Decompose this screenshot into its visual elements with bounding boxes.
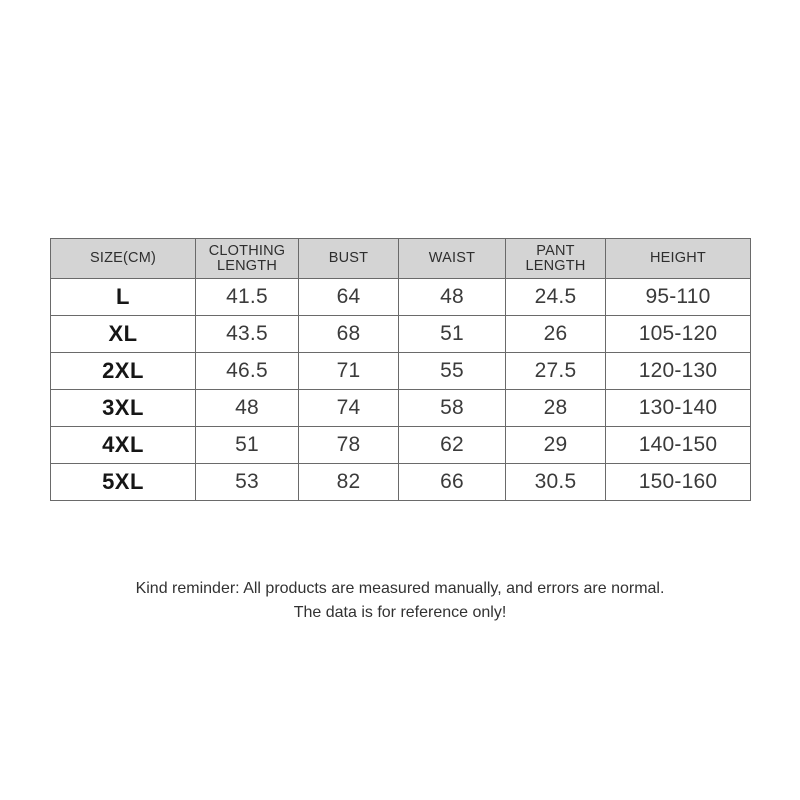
header-clothing-length: CLOTHING LENGTH [196, 239, 299, 279]
cell-bust: 64 [299, 279, 399, 316]
cell-size: 3XL [51, 390, 196, 427]
table-row [51, 316, 751, 353]
cell-clothing-length: 41.5 [196, 279, 299, 316]
cell-waist: 51 [399, 316, 506, 353]
cell-size: XL [51, 316, 196, 353]
cell-size: 4XL [51, 427, 196, 464]
cell-clothing-length: 46.5 [196, 353, 299, 390]
cell-size: 2XL [51, 353, 196, 390]
header-height: HEIGHT [606, 239, 751, 279]
cell-waist: 62 [399, 427, 506, 464]
cell-height: 105-120 [606, 316, 751, 353]
cell-height: 120-130 [606, 353, 751, 390]
table-row [51, 427, 751, 464]
size-chart-table [50, 238, 751, 501]
reminder-line-2: The data is for reference only! [293, 604, 507, 621]
cell-bust: 78 [299, 427, 399, 464]
table-row [51, 279, 751, 316]
cell-pant-length: 26 [506, 316, 606, 353]
header-pant-length: PANT LENGTH [506, 239, 606, 279]
table-row [51, 464, 751, 501]
cell-height: 140-150 [606, 427, 751, 464]
cell-clothing-length: 51 [196, 427, 299, 464]
cell-waist: 48 [399, 279, 506, 316]
reminder-line-1: Kind reminder: All products are measured manually, and errors are normal. [135, 580, 665, 597]
cell-clothing-length: 43.5 [196, 316, 299, 353]
kind-reminder-note [0, 577, 800, 625]
size-chart-header-row [51, 239, 751, 279]
cell-pant-length: 30.5 [506, 464, 606, 501]
cell-waist: 58 [399, 390, 506, 427]
cell-pant-length: 24.5 [506, 279, 606, 316]
cell-clothing-length: 48 [196, 390, 299, 427]
cell-size: 5XL [51, 464, 196, 501]
cell-pant-length: 29 [506, 427, 606, 464]
cell-height: 95-110 [606, 279, 751, 316]
cell-bust: 71 [299, 353, 399, 390]
header-waist: WAIST [399, 239, 506, 279]
header-size: SIZE(CM) [51, 239, 196, 279]
cell-waist: 55 [399, 353, 506, 390]
cell-size: L [51, 279, 196, 316]
header-bust: BUST [299, 239, 399, 279]
cell-waist: 66 [399, 464, 506, 501]
cell-height: 150-160 [606, 464, 751, 501]
cell-bust: 74 [299, 390, 399, 427]
cell-bust: 82 [299, 464, 399, 501]
cell-height: 130-140 [606, 390, 751, 427]
cell-bust: 68 [299, 316, 399, 353]
table-row [51, 390, 751, 427]
cell-pant-length: 28 [506, 390, 606, 427]
cell-clothing-length: 53 [196, 464, 299, 501]
cell-pant-length: 27.5 [506, 353, 606, 390]
table-row [51, 353, 751, 390]
